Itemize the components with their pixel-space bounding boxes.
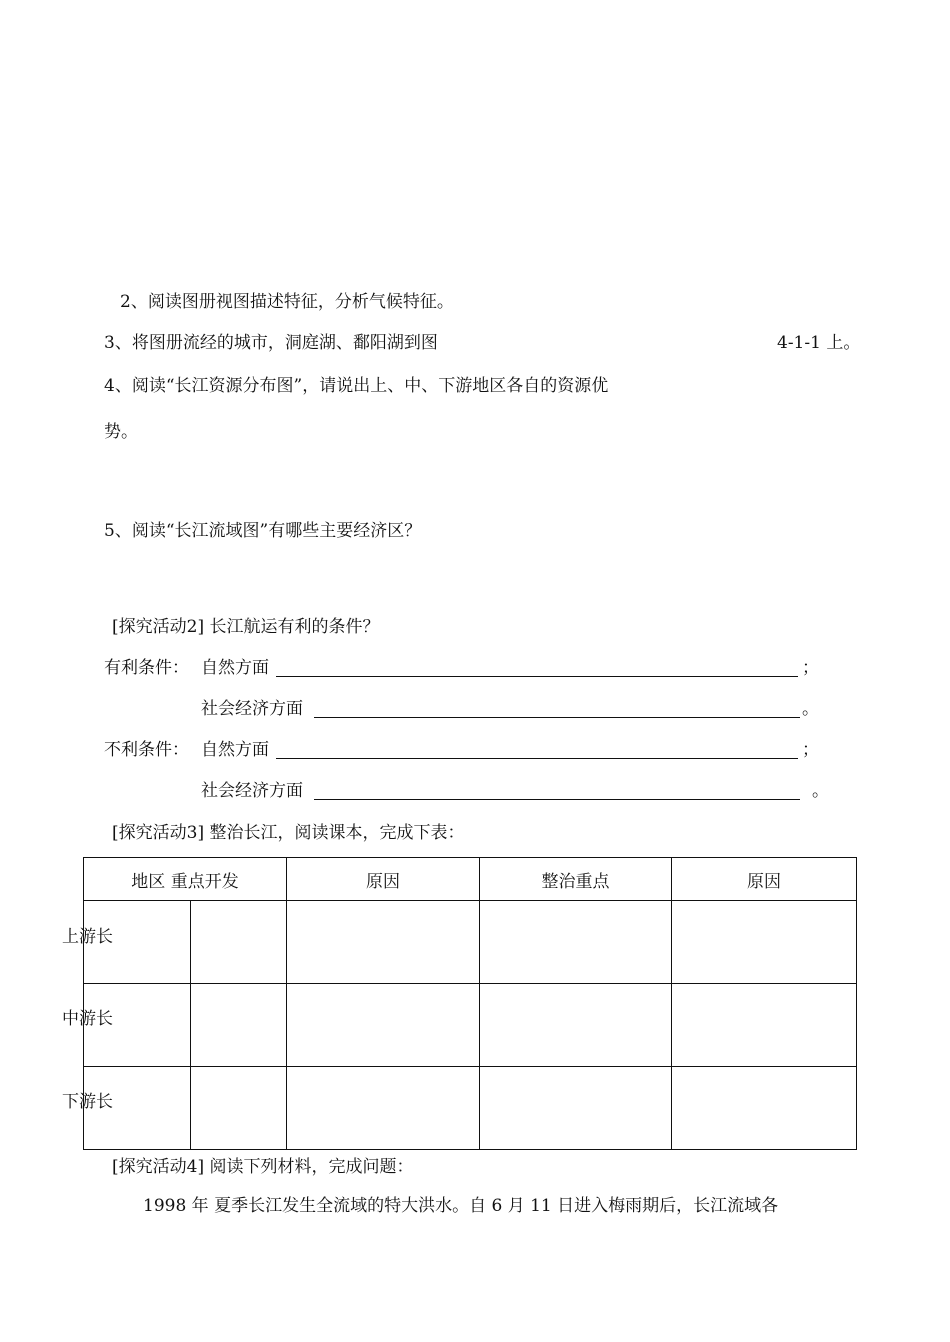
table-cell[interactable] — [287, 901, 480, 984]
question-3: 3、将图册流经的城市，洞庭湖、鄱阳湖到图 — [104, 333, 438, 353]
activity-3-heading: [探究活动3] 整治长江，阅读课本，完成下表： — [112, 823, 465, 843]
favorable-label: 有利条件： — [104, 658, 189, 678]
question-5: 5、阅读“长江流域图”有哪些主要经济区？ — [104, 521, 422, 541]
unfavorable-natural-blank[interactable] — [276, 758, 798, 759]
material-paragraph: 1998 年 夏季长江发生全流域的特大洪水。自 6 月 11 日进入梅雨期后，长江流域各 — [143, 1196, 779, 1216]
row-label-middle: 中游长 — [62, 1009, 113, 1029]
favorable-social-label: 社会经济方面 — [201, 699, 303, 719]
table-cell[interactable] — [191, 984, 287, 1067]
activity-4-heading: [探究活动4] 阅读下列材料，完成问题： — [112, 1157, 414, 1177]
unfavorable-natural-end: ； — [802, 740, 819, 760]
table-header-region: 地区 重点开发 — [84, 858, 287, 901]
table-header-reason-2: 原因 — [672, 858, 857, 901]
row-label-upper: 上游长 — [62, 927, 113, 947]
question-4: 4、阅读“长江资源分布图”，请说出上、中、下游地区各自的资源优 — [104, 376, 609, 396]
table-cell[interactable] — [672, 901, 857, 984]
table-row — [84, 901, 857, 984]
unfavorable-natural-label: 自然方面 — [201, 740, 269, 760]
favorable-natural-blank[interactable] — [276, 676, 798, 677]
table-cell[interactable] — [480, 1067, 672, 1150]
unfavorable-social-blank[interactable] — [314, 799, 800, 800]
table-cell[interactable] — [191, 901, 287, 984]
question-3-figure-ref: 4-1-1 上。 — [777, 333, 861, 353]
table-cell[interactable] — [480, 984, 672, 1067]
table-cell[interactable] — [191, 1067, 287, 1150]
yangtze-table — [83, 857, 857, 1150]
activity-2-heading: [探究活动2] 长江航运有利的条件？ — [112, 617, 380, 637]
table-row — [84, 1067, 857, 1150]
table-header-management-focus: 整治重点 — [480, 858, 672, 901]
unfavorable-social-end: 。 — [812, 781, 829, 801]
table-row — [84, 984, 857, 1067]
question-4-continued: 势。 — [104, 422, 138, 442]
favorable-natural-label: 自然方面 — [201, 658, 269, 678]
table-cell[interactable] — [287, 1067, 480, 1150]
table-cell[interactable] — [672, 1067, 857, 1150]
table-cell[interactable] — [480, 901, 672, 984]
favorable-social-blank[interactable] — [314, 717, 800, 718]
unfavorable-social-label: 社会经济方面 — [201, 781, 303, 801]
unfavorable-label: 不利条件： — [104, 740, 189, 760]
table-header-reason: 原因 — [287, 858, 480, 901]
table-header-row — [84, 858, 857, 901]
favorable-natural-end: ； — [802, 658, 819, 678]
question-2: 2、阅读图册视图描述特征，分析气候特征。 — [120, 292, 454, 312]
table-cell[interactable] — [672, 984, 857, 1067]
table-cell[interactable] — [287, 984, 480, 1067]
favorable-social-end: 。 — [802, 699, 819, 719]
row-label-lower: 下游长 — [62, 1092, 113, 1112]
